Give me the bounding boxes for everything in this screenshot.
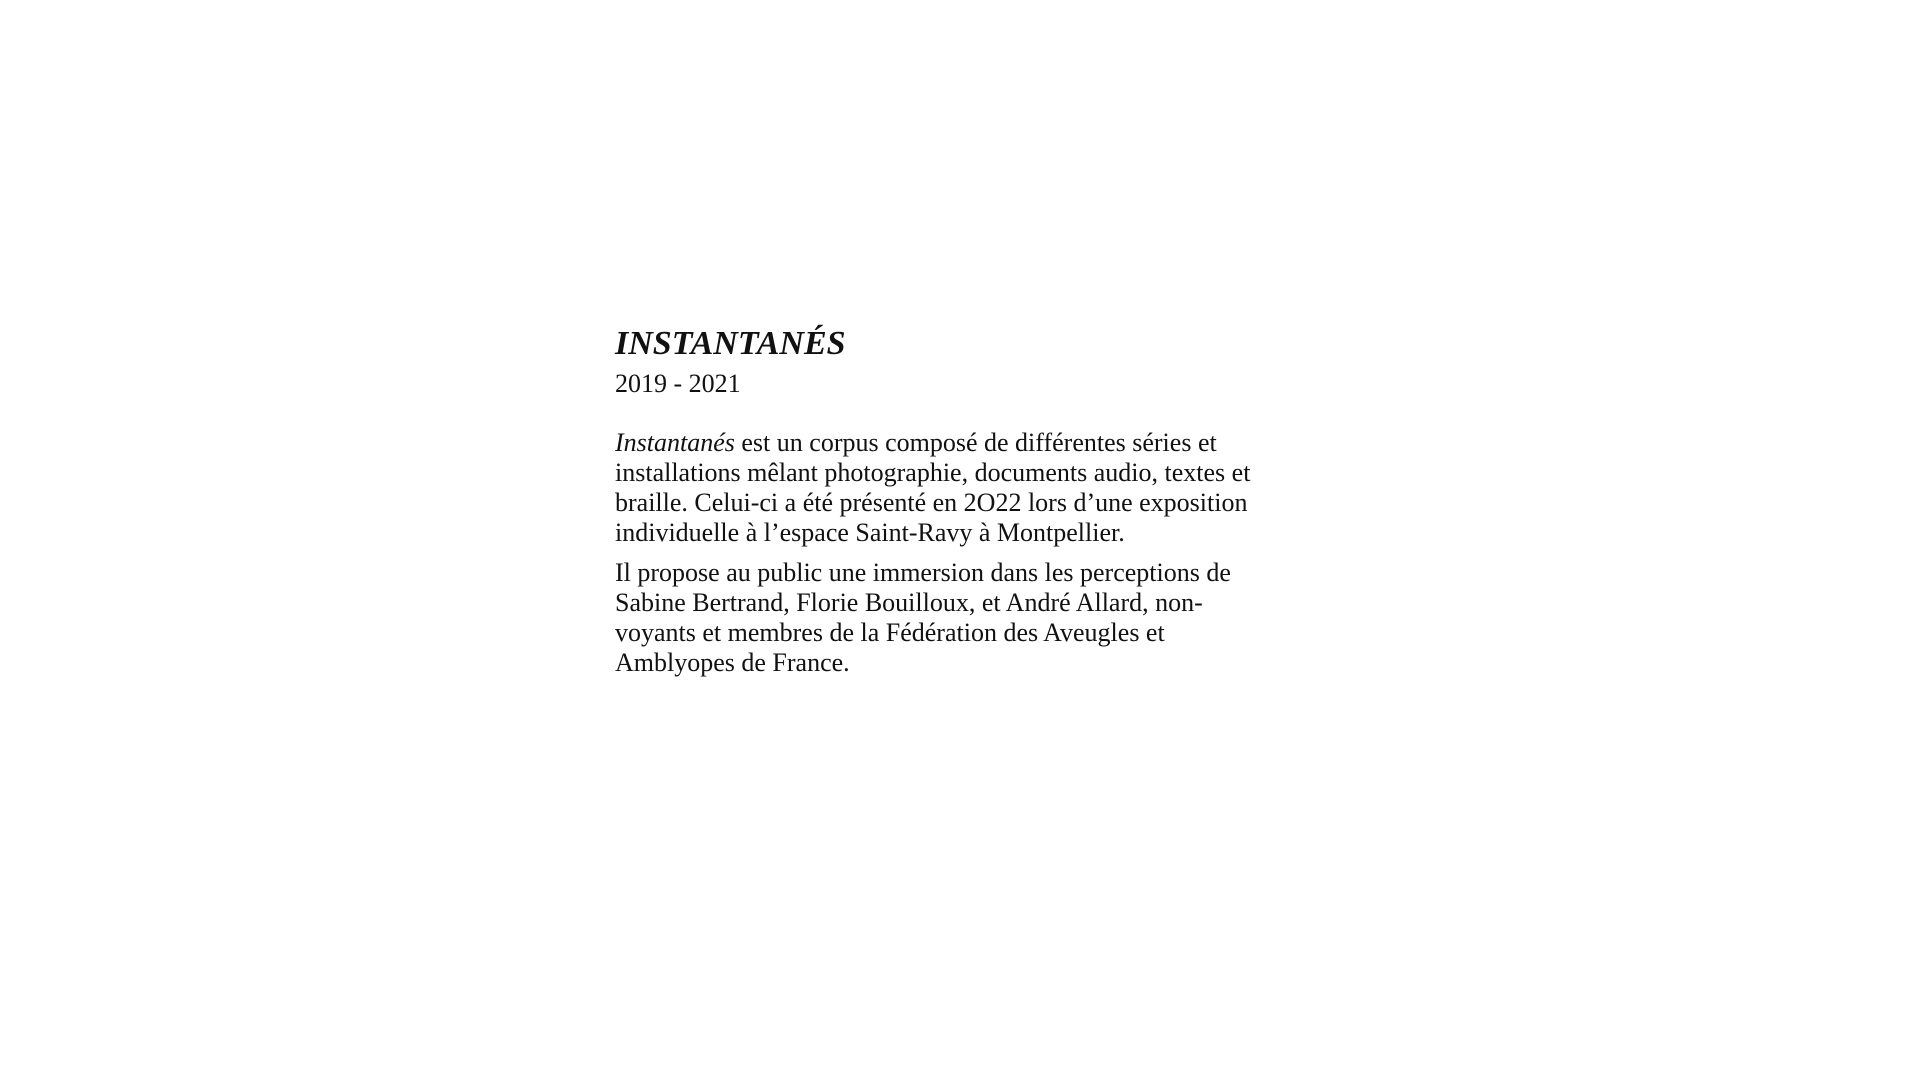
paragraph-1-line-1 [615,428,1335,458]
paragraph-2-line-3: voyants et membres de la Fédération des Aveugles et [615,618,1165,647]
project-name-italic: Instantanés [615,428,735,457]
paragraph-1-line-4: individuelle à l’espace Saint-Ravy à Montpellier. [615,518,1125,547]
project-title: INSTANTANÉS [615,325,846,362]
paragraph-2-line-4: Amblyopes de France. [615,648,850,677]
project-dates: 2019 - 2021 [615,369,741,398]
paragraph-2-line-2: Sabine Bertrand, Florie Bouilloux, et André Allard, non- [615,588,1203,617]
description-paragraph-2 [615,558,1335,678]
paragraph-2-line-1: Il propose au public une immersion dans les perceptions de [615,558,1231,587]
project-description [615,323,1335,678]
paragraph-1-line-3: braille. Celui-ci a été présenté en 2O22 lors d’une exposition [615,488,1248,517]
paragraph-1-line-2: installations mêlant photographie, documents audio, textes et [615,458,1251,487]
description-paragraph-1 [615,428,1335,548]
paragraph-1-line-1-text: est un corpus composé de différentes séries et [734,428,1217,457]
